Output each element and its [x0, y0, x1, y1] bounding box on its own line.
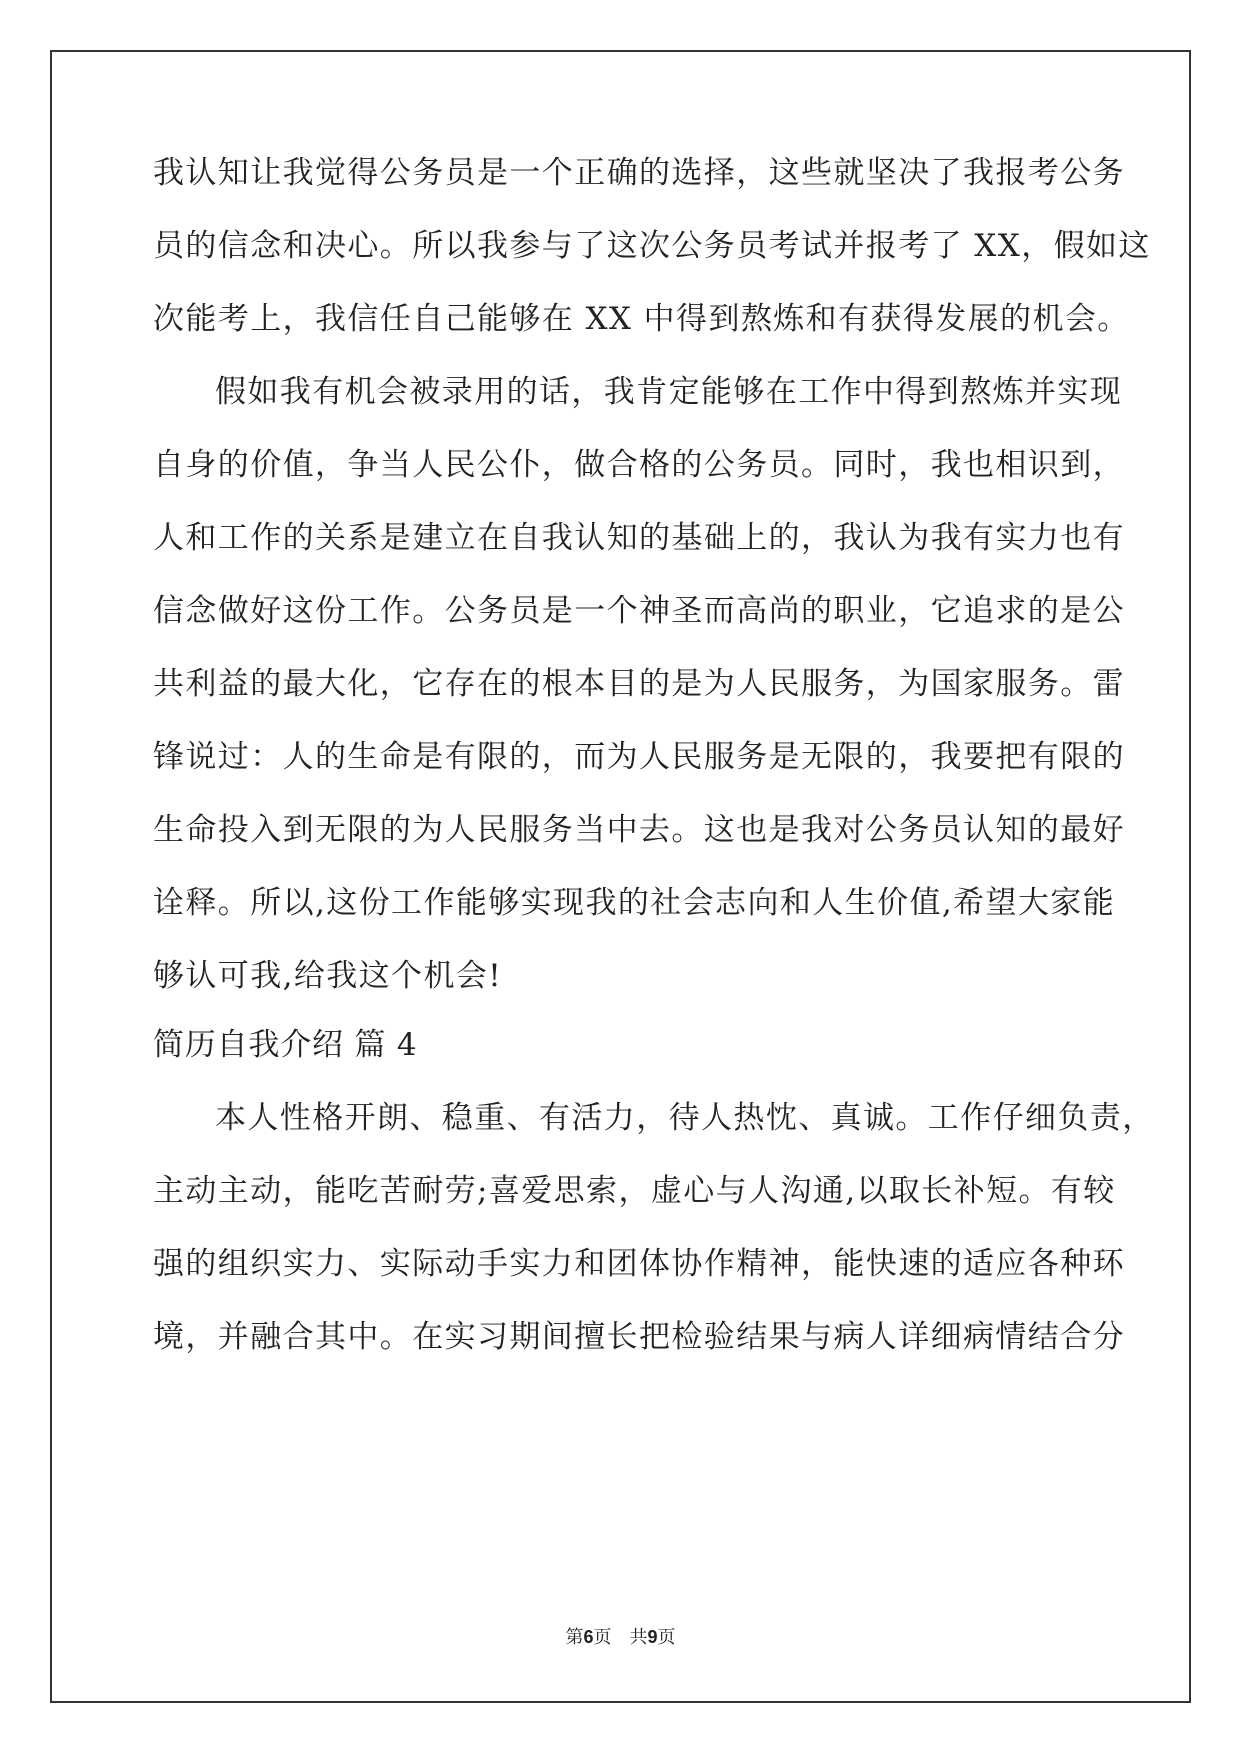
- text-line: 主动主动，能吃苦耐劳;喜爱思索，虚心与人沟通,以取长补短。有较: [153, 1173, 1116, 1209]
- text-line: 生命投入到无限的为人民服务当中去。这也是我对公务员认知的最好: [153, 812, 1125, 848]
- footer-prefix: 第: [565, 1627, 584, 1648]
- text-line: 本人性格开朗、稳重、有活力，待人热忱、真诚。工作仔细负责，: [215, 1100, 1155, 1136]
- text-line: 信念做好这份工作。公务员是一个神圣而高尚的职业，它追求的是公: [153, 593, 1125, 629]
- text-line: 共利益的最大化，它存在的根本目的是为人民服务，为国家服务。雷: [153, 666, 1125, 702]
- text-line: 强的组织实力、实际动手实力和团体协作精神，能快速的适应各种环: [153, 1246, 1125, 1282]
- text-line: 假如我有机会被录用的话，我肯定能够在工作中得到熬炼并实现: [215, 374, 1123, 410]
- text-line: 够认可我,给我这个机会!: [153, 958, 503, 994]
- text-line: 锋说过：人的生命是有限的，而为人民服务是无限的，我要把有限的: [153, 739, 1125, 775]
- text-line: 诠释。所以,这份工作能够实现我的社会志向和人生价值,希望大家能: [153, 885, 1116, 921]
- footer-suffix: 页: [657, 1627, 676, 1648]
- text-line: 人和工作的关系是建立在自我认知的基础上的，我认为我有实力也有: [153, 520, 1125, 556]
- text-line: 境，并融合其中。在实习期间擅长把检验结果与病人详细病情结合分: [153, 1319, 1125, 1355]
- text-line: 员的信念和决心。所以我参与了这次公务员考试并报考了 XX，假如这: [153, 228, 1151, 264]
- page-border: [50, 50, 1191, 1703]
- text-line: 次能考上，我信任自己能够在 XX 中得到熬炼和有获得发展的机会。: [153, 301, 1130, 337]
- footer-middle: 页 共: [593, 1627, 648, 1648]
- text-line: 自身的价值，争当人民公仆，做合格的公务员。同时，我也相识到，: [153, 447, 1125, 483]
- section-heading: 简历自我介绍 篇 4: [153, 1027, 418, 1063]
- text-line: 我认知让我觉得公务员是一个正确的选择，这些就坚决了我报考公务: [153, 155, 1125, 191]
- page-footer: [0, 1625, 1241, 1650]
- current-page-number: 6: [583, 1627, 594, 1647]
- total-page-number: 9: [647, 1627, 658, 1647]
